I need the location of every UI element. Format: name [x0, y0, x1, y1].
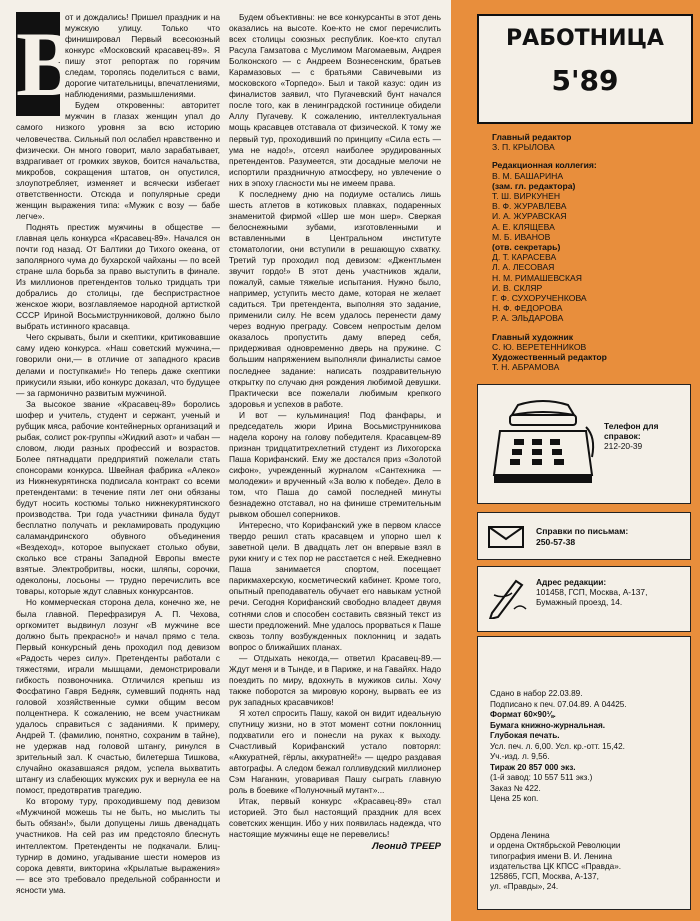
staff-name: Н. Ф. ФЕДОРОВА [492, 303, 563, 314]
phone-info-box [477, 384, 691, 504]
printer-details [490, 831, 686, 893]
print-line: Формат 60×90⅛. [490, 710, 556, 719]
staff-name: Г. Ф. СУХОРУЧЕНКОВА [492, 293, 587, 304]
print-line: Подписано к печ. 07.04.89. А 04425. [490, 699, 627, 709]
print-line: Глубокая печать. [490, 731, 560, 740]
telephone-icon [488, 397, 598, 491]
printer-line: ул. «Правды», 24. [490, 882, 559, 892]
printer-line: типография имени В. И. Ленина [490, 851, 613, 861]
staff-role: Художественный редактор [492, 352, 607, 363]
article-paragraph: Ко второму туру, проходившему под девизом «Мужчиной можешь ты не быть, но мыслить ты быть обязан!», были допущены лишь двенадцать участников. На сей раз им предстояло блеснуть интеллектом. Претенденты не подкачали. Блиц-турнир в домино, угадывание шести номеров из сорока девяти, викторина «Крылатые выражения» — все это требовало предельной собранности и ясности ума. [16, 796, 220, 895]
staff-name: М. Б. ИВАНОВ [492, 231, 551, 242]
staff-name: Р. А. ЭЛЬДАРОВА [492, 313, 564, 324]
staff-name: Т. Ш. ВИРКУНЕН [492, 191, 561, 202]
print-line: Усл. печ. л. 6,00. Усл. кр.-отт. 15,42. [490, 741, 625, 751]
article-paragraph: Будем объективны: не все конкурсанты в этот день оказались на высоте. Кое-кто не смог перечислить всех столицы союзных республик. Кое-кто спутал Расула Гамзатова с Муслимом Магомаевым, Андрея Болконского — с Андреем Вознесенским, братьев Карамазовых — с братьями Савичевыми из московского «Торпедо». Был и такой казус: один из финалистов заявил, что Пугачевский бунт начался после того, как в ленинградской гостинице обидели Аллу Пугачеву. К сожалению, интеллектуальная мощь красавцев отставала от физической. К тому же первый тур, проходивший по принципу «Сила есть — ума не надо!», отсеял наиболее эрудированных претендентов. Разумеется, эти досадные мелочи не испортили праздничную атмосферу, но увлечение о них в эпоху гласности мы не имеем права. [229, 12, 441, 188]
print-info-box [477, 636, 691, 910]
address-info-box [477, 566, 691, 632]
article-paragraph: К последнему дню на подиуме остались лишь шесть атлетов в котиковых плавках, подаренных знаменитой фирмой «Шер ше мон шер». Сверкая белоснежными зубами, изготовленными и вставленными в Центральном институте стоматологии, они вступили в решающую схватку. Третий тур проходил под девизом: «Джентльмен звучит гордо!» В этот день участников ждали, пожалуй, самые тяжелые испытания. Нужно было, например, уступить место даме, которая не желает садиться. Три претендента, выполняя это задание, применили силу. Не всем удалось перенести даму через водную преграду. Совсем непростым делом оказалось пропустить даму вперед себя, придерживая одновременно дверь на пружине. С большим напряжением выполняли финалисты самое последнее задание: написать поздравительную открытку по случаю дня рождения любимой девушки. Практически все пожелали любимым крепкого здоровья и успехов в работе. [229, 188, 441, 409]
letters-number: 250-57-38 [536, 537, 576, 547]
article-paragraph: Поднять престиж мужчины в обществе — главная цель конкурса «Красавец-89». Начался он почти год назад. От Балтики до Тихого океана, от заполярного чума до бухарской чайханы — по всей стране шла борьба за право выступить в финале. Из миллионов претендентов только тридцать три добрались до столицы, где беспристрастное женское жюри, возглавляемое народной артисткой СССР Ириной Восьмиструнниковой, должно было выбрать истинного красавца. [16, 221, 220, 332]
printer-line: 125865, ГСП, Москва, А-137, [490, 872, 599, 882]
letters-info-box [477, 512, 691, 560]
staff-name: Н. М. РИМАШЕВСКАЯ [492, 272, 582, 283]
staff-name: Д. Т. КАРАСЕВА [492, 252, 557, 263]
phone-text [604, 421, 684, 451]
address-text [536, 577, 686, 607]
print-line: Тираж 20 857 000 экз. [490, 762, 576, 772]
article-paragraph: И вот — кульминация! Под фанфары, и председатель жюри Ирина Восьмиструнникова надела корону на голову победителя. Красавцем-89 признан тридцатитрехлетний студент из Лихогорска Паша Корифанский. Ему же достался приз «Золотой сифон», учрежденный журналом «Сантехника — молодежи» и врученный «За волю к победе». Дело в том, что Паша до самой последней минуты безнадежно отставал, но на финише стремительным рывком обошел соперников. [229, 409, 441, 520]
phone-label: Телефон для справок: [604, 421, 659, 441]
author-signature: Леонид ТРЕЕР [372, 840, 441, 852]
article-paragraph: За высокое звание «Красавец-89» боролись шофер и учитель, студент и сержант, ученый и рубщик мяса, рабочие контейнерных организаций и рыбак, солист рок-группы «Жидкий азот» и чабан — словом, люди разных профессий и возрастов. Более пятнадцати предприятий пожелали стать спонсорами конкурса. Швейная фабрика «Алеко» из Нижнекурятинска подписала контракт со всеми претендентами: в течение пяти лет они обязаны будут носить костюмы только нижнекурятинского производства. Три года участники финала будут бесплатно получать и рекламировать продукцию саламандринского обувного объединения «Вездеход», которое выпускает столько обуви, сколько все страны Западной Европы вместе взятые. Электробритвы, носки, шляпы, сорочки, одеколоны, лосьоны — трудно перечислить все товары, которые ждут славных конкурсантов. [16, 398, 220, 597]
article-paragraph: Итак, первый конкурс «Красавец-89» стал историей. Это был настоящий праздник для всех советских женщин. Ибо у них появилась надежда, что настоящие мужчины еще не перевелись! [229, 796, 441, 840]
address-line: 101458, ГСП, Москва, А-137, [536, 587, 648, 597]
article-paragraph: — Отдыхать некогда,— ответил Красавец-89.— Ждут меня и в Тынде, и в Париже, и на Гавайях. Надо поездить по миру, вдохнуть в мужиков силы. Хочу также поборотся за мировую корону, вырвать ее из рук западных красавчиков! [229, 652, 441, 707]
article-paragraph: Будем откровенны: авторитет мужчин в глазах женщин упал до самого низкого уровня за всю историю человечества. Сильный пол ослабел нравственно и физически. Он много говорит, мало зарабатывает, вздрагивает от громких звуков, боится начальства, микробов, сокращения штатов, он опустился, злоупотребляет, изменяет и всячески избегает ответственности. Отсюда и популярные среди женщин выражения типа: «Мужик с возу — бабе легче». [16, 100, 220, 221]
printer-line: и ордена Октябрьской Революции [490, 841, 621, 851]
article-paragraph: Я хотел спросить Пашу, какой он видит идеальную спутницу жизни, но в этот момент сотни поклонниц подхватили его и понесли на руках к выходу. Счастливый Корифанский устало повторял: «Аккуратней, гёрлы, аккуратней!» — щедро раздавая автографы. А следом бежал голливудский миллионер Сэм Наганкин, уговаривая Пашу сыграть главную роль в боевике «Полуночный мутант»... [229, 707, 441, 796]
print-line: Заказ № 422. [490, 783, 541, 793]
staff-note: (отв. секретарь) [492, 242, 561, 253]
editorial-staff [492, 132, 692, 372]
dropcap-letter: В [16, 13, 78, 115]
print-line: Цена 25 коп. [490, 794, 539, 803]
address-label: Адрес редакции: [536, 577, 607, 587]
printer-line: Ордена Ленина [490, 831, 550, 840]
print-line: Бумага книжно-журнальная. [490, 720, 606, 730]
magazine-title: РАБОТНИЦА [506, 26, 664, 51]
staff-role: Главный редактор [492, 132, 572, 142]
envelope-icon [488, 526, 524, 548]
issue-number: 5'89 [551, 64, 619, 97]
masthead [477, 14, 693, 124]
staff-name: И. В. СКЛЯР [492, 282, 543, 293]
staff-name: В. Ф. ЖУРАВЛЕВА [492, 201, 567, 212]
print-line: Сдано в набор 22.03.89. [490, 689, 583, 698]
article-paragraph: от и дождались! Пришел праздник и на мужскую улицу. Только что финишировал Первый всесоюзный конкурс «Московский красавец-89». Я пишу этот репортаж по горячим следам, торопясь поделиться с вами, дорогие читательницы, впечатлениями, наблюдениями, размышлениями. [65, 12, 220, 100]
staff-name: З. П. КРЫЛОВА [492, 142, 555, 153]
print-details [490, 689, 686, 805]
article-paragraph: Интересно, что Корифанский уже в первом классе твердо решил стать красавцем и упорно шел к заветной цели. В двадцать лет он впервые взял в руки книгу и с тех пор не расстается с ней. Ежедневно Паша занимается спортом, посещает парикмахерскую, косметический кабинет. Кроме того, опытный преподаватель обучает его навыкам устной речи. Сегодня Корифанский свободно владеет двумя сотнями слов и способен составить связный текст из шести предложений. Мне удалось прорваться к Паше сквозь толпу возбужденных поклонниц и задать вопрос о ближайших планах. [229, 520, 441, 652]
article-column-1 [16, 12, 220, 912]
staff-role: Редакционная коллегия: [492, 160, 597, 171]
article-paragraph: Но коммерческая сторона дела, конечно же, не была главной. Перефразируя А. П. Чехова, оргкомитет выдвинул лозунг «В мужчине все должно быть прекрасно!» и начал прямо с тела. Первый конкурсный день проходил под девизом «Радость через силу». Претенденты работали с тяжестями, играли мышцами, демонстрировали гибкость позвоночника. Отличился крепыш из Фосфатино Гавря Бедняк, сумевший поднять над головой хозяйственные сумки общим весом полцентнера. К сожалению, не всем участникам удалось справиться с заданиями. К примеру, Андрей Т. (фамилию, понятно, сохраним в тайне), не удержав над головой штангу, ринулся в зрительный зал. К счастью, билетерша Тишкова, случайно оказавшаяся рядом, успела выхватить штангу из слабеющих мужских рук и вернула ее на помост, предотвратив трагедию. [16, 597, 220, 796]
staff-name: С. Ю. ВЕРЕТЕННИКОВ [492, 341, 587, 352]
staff-name: Т. Н. АБРАМОВА [492, 362, 560, 373]
staff-name: И. А. ЖУРАВСКАЯ [492, 211, 567, 222]
letters-label: Справки по письмам: [536, 526, 629, 536]
letters-text [536, 526, 628, 548]
staff-name: А. Е. КЛЯЩЕВА [492, 221, 555, 232]
staff-name: В. М. БАШАРИНА [492, 170, 564, 181]
pen-writing-icon [486, 575, 530, 619]
article-column-2 [229, 12, 441, 912]
print-line: Уч.-изд. л. 9,56. [490, 752, 550, 761]
print-line: (1-й завод: 10 557 511 экз.) [490, 773, 593, 782]
address-line: Бумажный проезд, 14. [536, 597, 623, 607]
printer-line: издательства ЦК КПСС «Правда». [490, 861, 622, 871]
article-paragraph: Чего скрывать, были и скептики, критиковавшие саму идею конкурса. «Наш советский мужчина,— говорили они,— в отличие от западного красив делами и поступками!» Но теперь даже скептики прикусили языки, ибо конкурс доказал, что будущее — за гармонично развитым мужчиной. [16, 332, 220, 398]
staff-role: Главный художник [492, 331, 574, 342]
phone-number: 212-20-39 [604, 441, 643, 451]
staff-name: Л. А. ЛЕСОВАЯ [492, 262, 555, 273]
staff-note: (зам. гл. редактора) [492, 180, 576, 191]
